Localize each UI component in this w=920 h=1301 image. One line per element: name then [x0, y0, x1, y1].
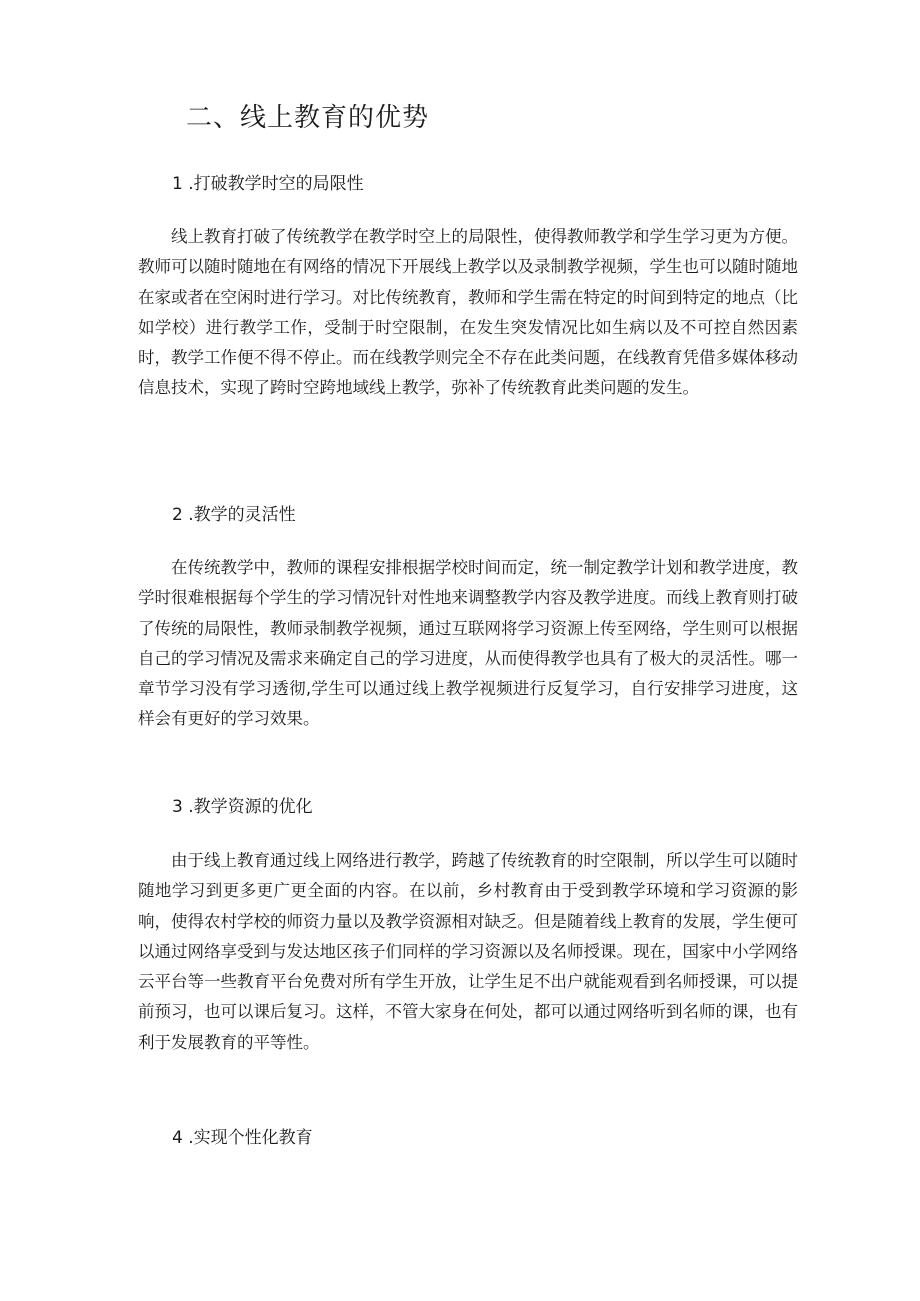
section-paragraph-3: 由于线上教育通过线上网络进行教学，跨越了传统教育的时空限制，所以学生可以随时随地学习到更多更广更全面的内容。在以前，乡村教育由于受到教学环境和学习资源的影响，使得农村学校的师资力量以及教学资源相对缺乏。但是随着线上教育的发展，学生便可以通过网络享受到与发达地区孩子们同样的学习资源以及名师授课。现在，国家中小学网络云平台等一些教育平台免费对所有学生开放，让学生足不出户就能观看到名师授课，可以提前预习，也可以课后复习。这样，不管大家身在何处，都可以通过网络听到名师的课，也有利于发展教育的平等性。: [138, 851, 798, 1052]
section-heading-2: 2 .教学的灵活性: [172, 505, 296, 525]
section-heading-4: 4 .实现个性化教育: [172, 1128, 313, 1148]
section-heading-1: 1 .打破教学时空的局限性: [172, 174, 364, 194]
section-heading-3: 3 .教学资源的优化: [172, 797, 313, 817]
section-paragraph-1: 线上教育打破了传统教学在教学时空上的局限性，使得教师教学和学生学习更为方便。教师可以随时随地在有网络的情况下开展线上教学以及录制教学视频，学生也可以随时随地在家或者在空闲时进行学习。对比传统教育，教师和学生需在特定的时间到特定的地点（比如学校）进行教学工作，受制于时空限制，在发生突发情况比如生病以及不可控自然因素时，教学工作便不得不停止。而在线教学则完全不存在此类问题，在线教育凭借多媒体移动信息技术，实现了跨时空跨地域线上教学，弥补了传统教育此类问题的发生。: [138, 227, 798, 398]
section-paragraph-2: 在传统教学中，教师的课程安排根据学校时间而定，统一制定教学计划和教学进度，教学时很难根据每个学生的学习情况针对性地来调整教学内容及教学进度。而线上教育则打破了传统的局限性，教师录制教学视频，通过互联网将学习资源上传至网络，学生则可以根据自己的学习情况及需求来确定自己的学习进度，从而使得教学也具有了极大的灵活性。哪一章节学习没有学习透彻,学生可以通过线上教学视频进行反复学习，自行安排学习进度，这样会有更好的学习效果。: [138, 558, 798, 729]
document-title: 二、线上教育的优势: [186, 103, 430, 133]
